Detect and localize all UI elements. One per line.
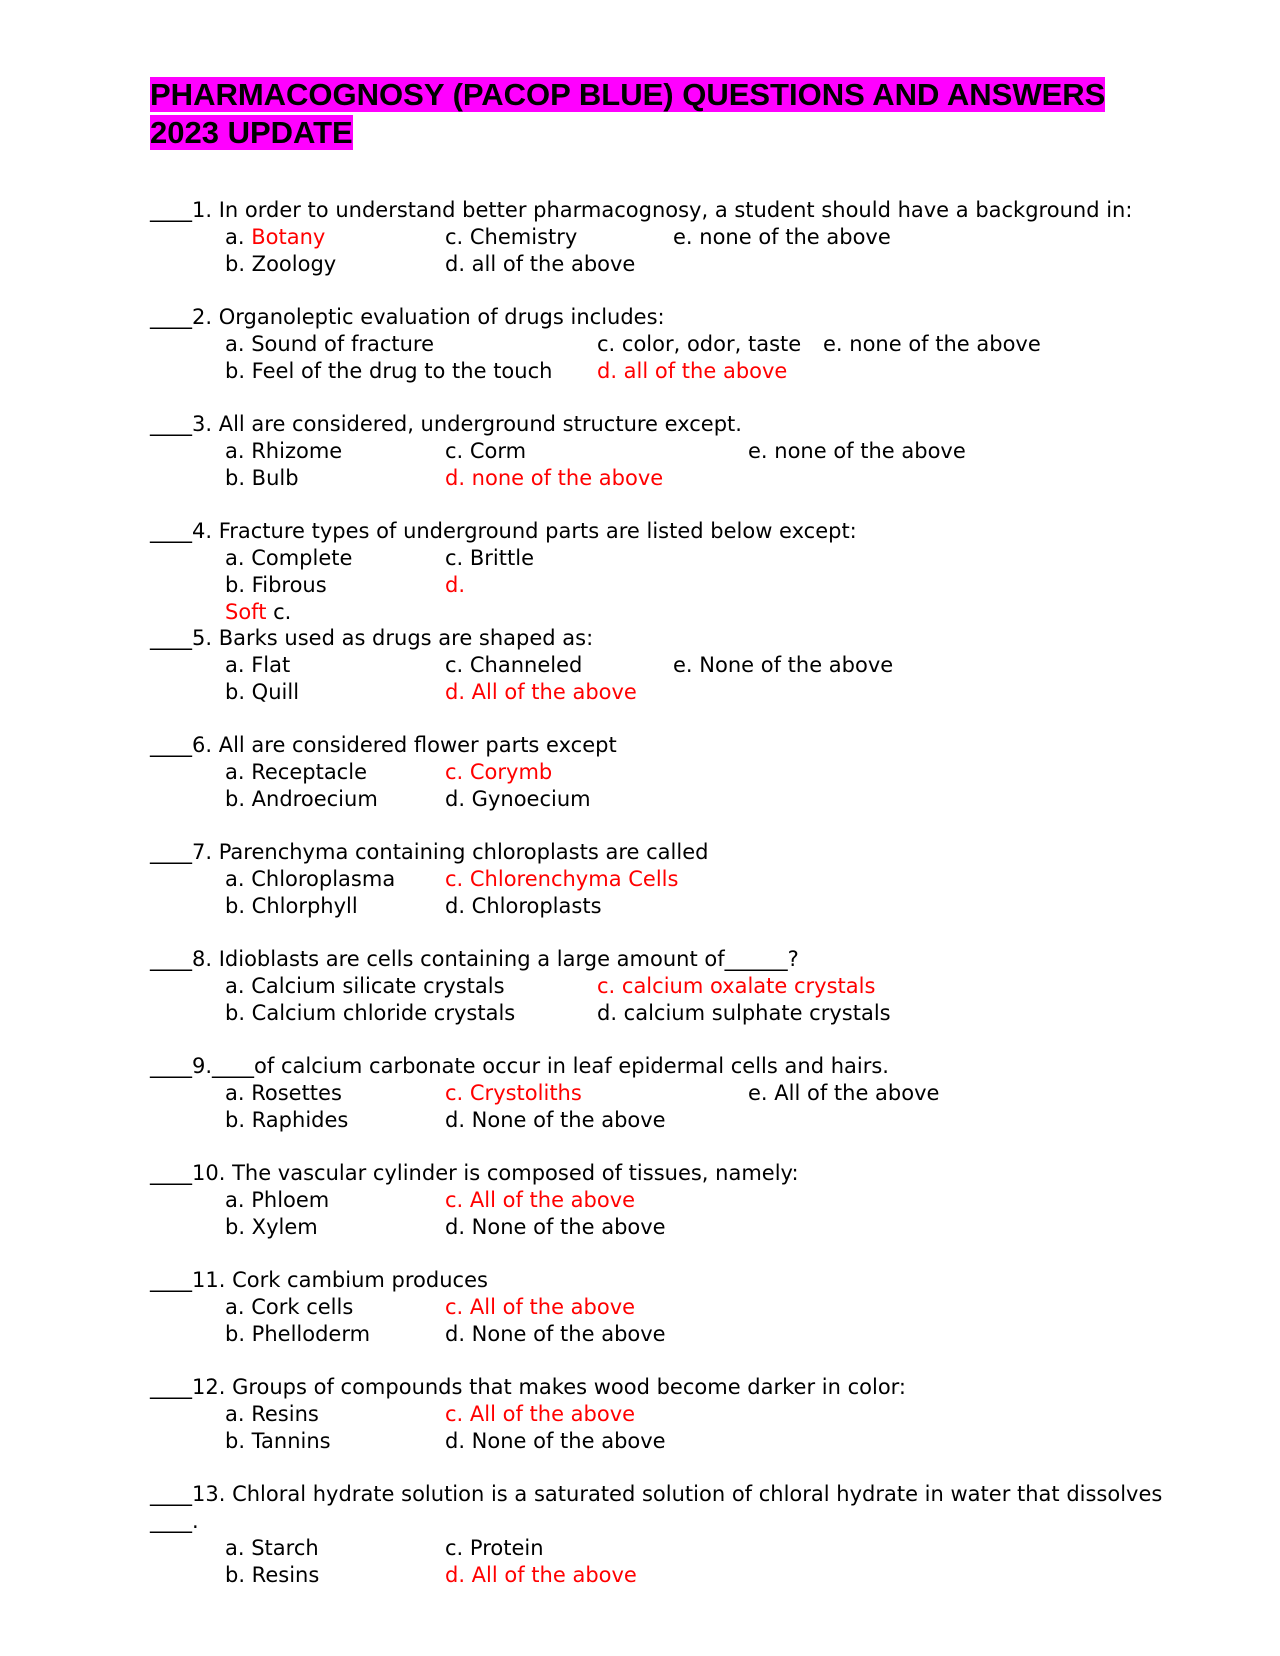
question-stem: ____8. Idioblasts are cells containing a large amount of______? [150, 947, 799, 971]
option-d: d. Gynoecium [445, 787, 591, 811]
option-b: b. Tannins [225, 1429, 331, 1453]
option-b: b. Zoology [225, 252, 337, 276]
title-line-2: 2023 UPDATE [150, 115, 353, 150]
option-c-answer: c. All of the above [445, 1188, 636, 1212]
option-c-answer: c. calcium oxalate crystals [597, 974, 876, 998]
question-stem: ____11. Cork cambium produces [150, 1268, 488, 1292]
option-b: b. Xylem [225, 1215, 318, 1239]
option-c: c. Protein [445, 1536, 544, 1560]
option-d-answer: d. All of the above [445, 680, 637, 704]
question-stem: ____2. Organoleptic evaluation of drugs includes: [150, 305, 665, 329]
question-stem: ____5. Barks used as drugs are shaped as: [150, 626, 594, 650]
question-stem: ____13. Chloral hydrate solution is a saturated solution of chloral hydrate in water that dissolves [150, 1482, 1163, 1506]
option-a: a. Rosettes [225, 1081, 342, 1105]
option-c: c. Corm [445, 439, 527, 463]
option-b: b. Feel of the drug to the touch [225, 359, 553, 383]
option-b: b. Fibrous [225, 573, 327, 597]
option-c: c. color, odor, taste [597, 332, 802, 356]
option-d: d. None of the above [445, 1108, 666, 1132]
option-a: a. Rhizome [225, 439, 343, 463]
option-e: e. none of the above [748, 439, 966, 463]
option-d-continuation [225, 599, 291, 626]
option-a: a. Chloroplasma [225, 867, 396, 891]
option-b: b. Phelloderm [225, 1322, 371, 1346]
option-a: a. Starch [225, 1536, 319, 1560]
option-a: a. Sound of fracture [225, 332, 435, 356]
question-stem: ____3. All are considered, underground structure except. [150, 412, 742, 436]
option-d-answer: d. none of the above [445, 466, 664, 490]
option-e: e. none of the above [823, 332, 1041, 356]
title-line-1: PHARMACOGNOSY (PACOP BLUE) QUESTIONS AND ANSWERS [150, 77, 1106, 112]
option-b: b. Calcium chloride crystals [225, 1001, 516, 1025]
question-stem: ____9.____of calcium carbonate occur in leaf epidermal cells and hairs. [150, 1054, 889, 1078]
option-d-answer: d. all of the above [597, 359, 788, 383]
option-d: d. None of the above [445, 1322, 666, 1346]
option-b: b. Quill [225, 680, 300, 704]
option-c: c. Channeled [445, 653, 583, 677]
trailing-text: c. [266, 600, 292, 624]
option-c-answer: c. Chlorenchyma Cells [445, 867, 679, 891]
option-d: d. calcium sulphate crystals [597, 1001, 891, 1025]
option-c-answer: c. All of the above [445, 1402, 636, 1426]
question-stem: ____1. In order to understand better pharmacognosy, a student should have a background in: [150, 198, 1133, 222]
option-c: c. Chemistry [445, 225, 578, 249]
question-stem: ____12. Groups of compounds that makes wood become darker in color: [150, 1375, 907, 1399]
option-b: b. Raphides [225, 1108, 349, 1132]
answer-text: Botany [251, 225, 326, 249]
option-d: d. all of the above [445, 252, 636, 276]
question-stem: ____7. Parenchyma containing chloroplasts are called [150, 840, 709, 864]
option-d-answer: d. [445, 573, 466, 597]
question-stem: ____6. All are considered flower parts except [150, 733, 617, 757]
option-b: b. Resins [225, 1563, 320, 1587]
option-e: e. None of the above [673, 653, 894, 677]
option-a: a. Phloem [225, 1188, 330, 1212]
document-title [150, 76, 1200, 152]
option-d-answer: d. All of the above [445, 1563, 637, 1587]
option-e: e. All of the above [748, 1081, 940, 1105]
question-stem: ____4. Fracture types of underground parts are listed below except: [150, 519, 857, 543]
option-b: b. Androecium [225, 787, 378, 811]
option-a: a. Receptacle [225, 760, 367, 784]
option-d: d. None of the above [445, 1215, 666, 1239]
option-d: d. None of the above [445, 1429, 666, 1453]
question-stem-continuation: ____. [150, 1509, 199, 1533]
option-c-answer: c. All of the above [445, 1295, 636, 1319]
option-d: d. Chloroplasts [445, 894, 602, 918]
option-a: a. Resins [225, 1402, 319, 1426]
option-a: a. Calcium silicate crystals [225, 974, 505, 998]
option-b: b. Chlorphyll [225, 894, 358, 918]
option-a: a. Botany [225, 225, 326, 249]
option-a: a. Flat [225, 653, 291, 677]
option-c-answer: c. Crystoliths [445, 1081, 582, 1105]
option-c: c. Brittle [445, 546, 534, 570]
question-stem: ____10. The vascular cylinder is composed of tissues, namely: [150, 1161, 799, 1185]
option-a: a. Complete [225, 546, 353, 570]
option-b: b. Bulb [225, 466, 299, 490]
option-a: a. Cork cells [225, 1295, 354, 1319]
option-c-answer: c. Corymb [445, 760, 553, 784]
answer-text: Soft [225, 600, 267, 624]
option-e: e. none of the above [673, 225, 891, 249]
